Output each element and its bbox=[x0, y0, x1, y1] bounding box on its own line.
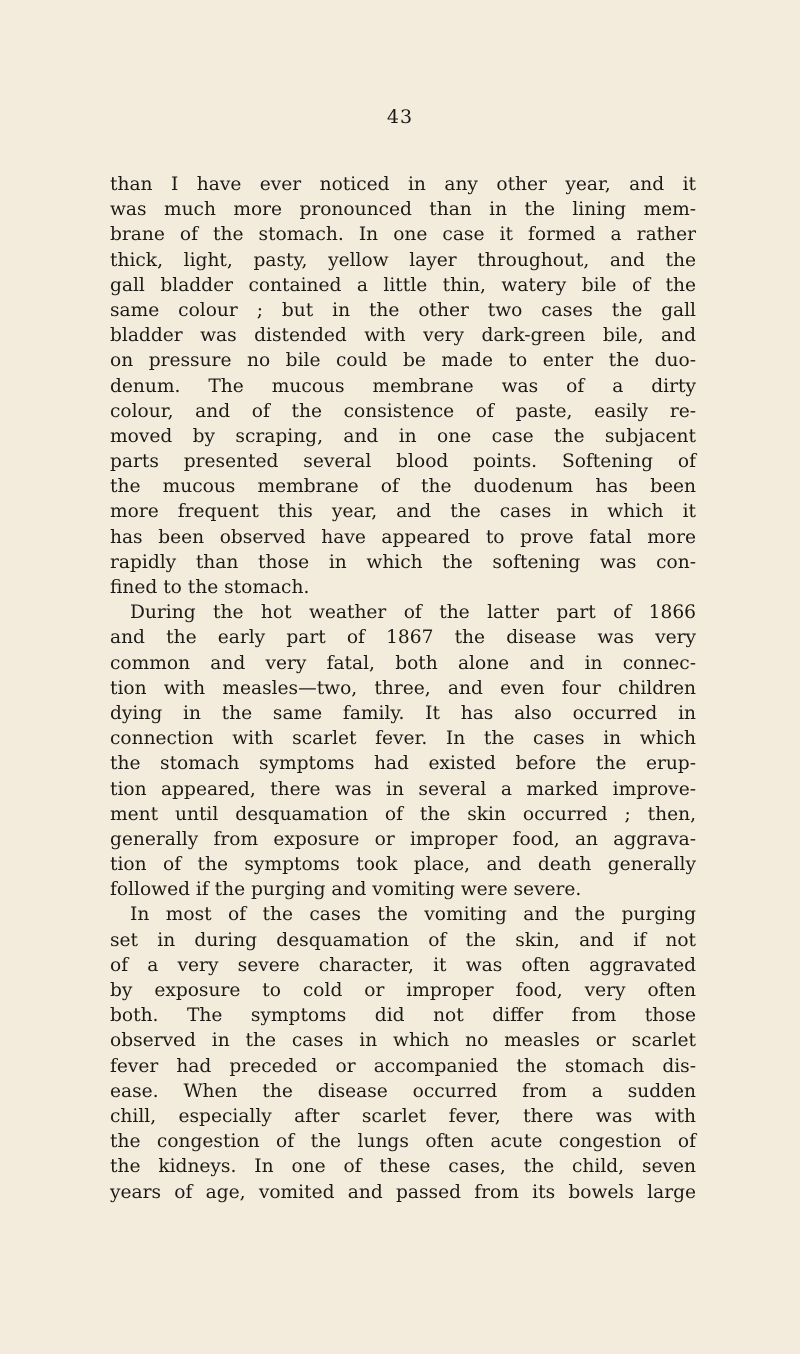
text-line: and the early part of 1867 the disease was very bbox=[110, 627, 696, 649]
text-line: more frequent this year, and the cases in which it bbox=[110, 501, 696, 523]
text-line: the stomach symptoms had existed before the erup- bbox=[110, 753, 696, 775]
page-number: 43 bbox=[386, 106, 414, 128]
text-line: tion with measles—two, three, and even four children bbox=[110, 677, 696, 699]
text-line: fever had preceded or accompanied the stomach dis- bbox=[110, 1055, 696, 1077]
text-line: the congestion of the lungs often acute congestion of bbox=[110, 1131, 696, 1153]
text-line: has been observed have appeared to prove fatal more bbox=[110, 526, 696, 548]
text-line: set in during desquamation of the skin, and if not bbox=[110, 929, 696, 951]
text-line: rapidly than those in which the softening was con- bbox=[110, 551, 696, 573]
text-line: denum. The mucous membrane was of a dirty bbox=[110, 375, 696, 397]
text-line: years of age, vomited and passed from its bowels large bbox=[110, 1181, 696, 1203]
text-line: chill, especially after scarlet fever, there was with bbox=[110, 1105, 696, 1127]
text-line: thick, light, pasty, yellow layer throughout, and the bbox=[110, 249, 696, 271]
text-line: ment until desquamation of the skin occurred ; then, bbox=[110, 803, 696, 825]
text-line: dying in the same family. It has also occurred in bbox=[110, 702, 696, 724]
text-line: During the hot weather of the latter part of 1866 bbox=[130, 602, 696, 624]
text-line: observed in the cases in which no measles or scarlet bbox=[110, 1030, 696, 1052]
text-line: parts presented several blood points. Softening of bbox=[110, 451, 696, 473]
text-line: colour, and of the consistence of paste, easily re- bbox=[110, 400, 696, 422]
text-line: was much more pronounced than in the lining mem- bbox=[110, 199, 696, 221]
text-line: the mucous membrane of the duodenum has been bbox=[110, 476, 696, 498]
text-line: bladder was distended with very dark-green bile, and bbox=[110, 325, 696, 347]
text-line: the kidneys. In one of these cases, the child, seven bbox=[110, 1156, 696, 1178]
text-line: moved by scraping, and in one case the subjacent bbox=[110, 425, 696, 447]
text-line: fined to the stomach. bbox=[110, 577, 310, 598]
text-line: followed if the purging and vomiting were severe. bbox=[110, 879, 582, 901]
text-line: by exposure to cold or improper food, very often bbox=[110, 980, 696, 1001]
text-line: on pressure no bile could be made to enter the duo- bbox=[110, 350, 696, 372]
text-line: generally from exposure or improper food, an aggrava- bbox=[110, 828, 696, 850]
text-line: tion of the symptoms took place, and death generally bbox=[110, 854, 696, 876]
text-line: ease. When the disease occurred from a sudden bbox=[110, 1080, 696, 1102]
text-line: tion appeared, there was in several a marked improve- bbox=[110, 778, 696, 800]
text-line: brane of the stomach. In one case it formed a rather bbox=[110, 224, 696, 246]
text-line: same colour ; but in the other two cases the gall bbox=[110, 299, 696, 321]
text-line: connection with scarlet fever. In the cases in which bbox=[110, 728, 696, 750]
body-text bbox=[110, 172, 696, 1205]
text-line: common and very fatal, both alone and in connec- bbox=[110, 652, 696, 674]
text-line: than I have ever noticed in any other year, and it bbox=[110, 174, 696, 195]
text-line: of a very severe character, it was often aggravated bbox=[110, 954, 696, 976]
text-line: In most of the cases the vomiting and the purging bbox=[130, 904, 696, 926]
text-line: gall bladder contained a little thin, watery bile of the bbox=[110, 274, 696, 296]
text-line: both. The symptoms did not differ from those bbox=[110, 1005, 696, 1027]
